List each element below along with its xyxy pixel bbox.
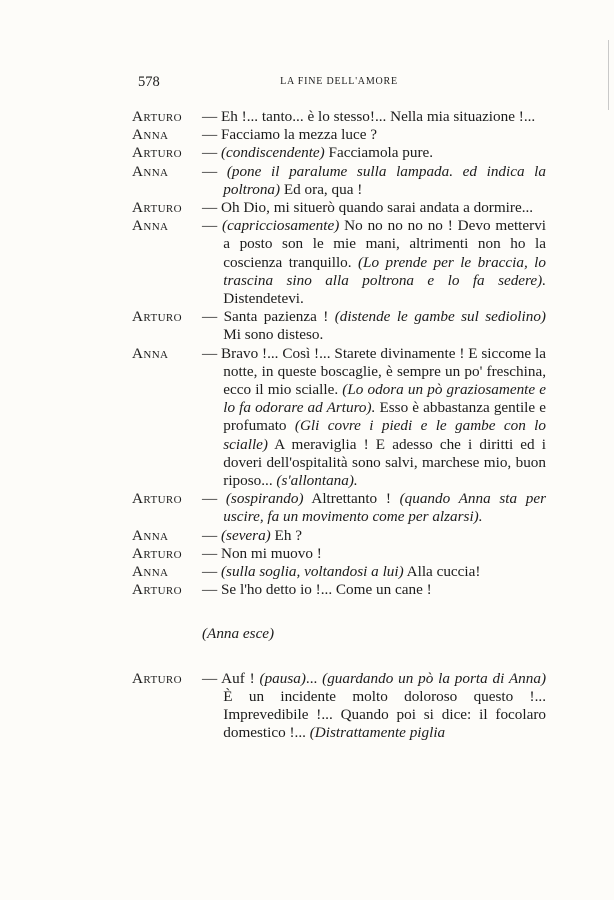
- speech-segment: —: [202, 563, 221, 581]
- dialogue-line: [132, 108, 546, 126]
- dialogue-line: [132, 670, 546, 743]
- speaker-name: Anna: [132, 563, 169, 581]
- speech-segment: —: [202, 217, 223, 235]
- stage-note: (Lo odora un pò graziosamente e lo fa odorare ad Arturo).: [223, 381, 546, 417]
- speaker-name: Arturo: [132, 490, 182, 508]
- stage-note: (sospirando): [225, 490, 304, 508]
- dialogue-line: [132, 527, 546, 545]
- speech-segment: A meraviglia ! E adesso che i diritti ed i doveri dell'ospitalità sono salvi, marchese mio, buon riposo...: [223, 435, 546, 490]
- speech-segment: — Se l'ho detto io !... Come un cane !: [202, 581, 432, 599]
- speech-text: [202, 545, 546, 563]
- stage-note: (severa): [220, 526, 271, 544]
- stage-direction: (Anna esce): [202, 625, 275, 643]
- stage-note: (s'allontana).: [276, 472, 358, 490]
- speech-text: [202, 308, 546, 344]
- stage-note: (pone il paralume sulla lampada. ed indica la poltrona): [223, 162, 546, 198]
- speech-text: [202, 217, 546, 308]
- speech-text: [202, 163, 546, 199]
- speech-text: [202, 581, 546, 599]
- stage-note: (condiscendente): [220, 144, 325, 162]
- page-header: [134, 74, 544, 94]
- dialogue-line: [132, 490, 546, 526]
- speaker-name: Arturo: [132, 144, 182, 162]
- speech-segment: —: [202, 162, 227, 180]
- dialogue-line: [132, 545, 546, 563]
- speaker-name: Arturo: [132, 108, 182, 125]
- page-number: 578: [138, 74, 160, 90]
- speech-segment: Facciamola pure.: [324, 144, 434, 162]
- stage-note: (Distrattamente piglia: [309, 724, 446, 742]
- speaker-name: Anna: [132, 344, 169, 362]
- speech-text: [202, 563, 546, 581]
- speech-segment: Eh ?: [270, 526, 302, 544]
- stage-note: (capricciosamente): [222, 217, 340, 235]
- stage-note: (sulla soglia, voltandosi a lui): [220, 563, 404, 581]
- dialogue-line: [132, 126, 546, 144]
- speaker-name: Arturo: [132, 544, 182, 562]
- dialogue-body: [132, 108, 546, 743]
- speech-segment: —: [202, 490, 226, 508]
- dialogue-lines: [132, 108, 546, 599]
- speaker-name: Anna: [132, 217, 169, 235]
- speaker-name: Anna: [132, 526, 169, 544]
- dialogue-line: [132, 308, 546, 344]
- speech-segment: — Bravo !... Così !... Starete divinamente ! E siccome la notte, in queste boscaglie, è sempre un po' freschina, ecco il mio scialle.: [202, 344, 546, 399]
- speech-text: [202, 144, 546, 162]
- stage-note: (distende le gambe sul sediolino): [334, 308, 546, 326]
- speech-segment: Alla cuccia!: [403, 563, 481, 581]
- stage-note: (Lo prende per le braccia, lo trascina sino alla poltrona e lo fa sedere).: [223, 253, 546, 289]
- speech-segment: Esso è abbastanza gentile e profumato: [223, 399, 546, 435]
- dialogue-line: [132, 345, 546, 491]
- speech-segment: —: [202, 144, 221, 162]
- stage-note: (quando Anna sta per uscire, fa un movimento come per alzarsi).: [223, 490, 546, 526]
- dialogue-line: [132, 163, 546, 199]
- speech-segment: È un incidente molto doloroso questo !... Imprevedibile !... Quando poi si dice: il focolaro domestico !...: [223, 687, 546, 742]
- speech-text: [202, 527, 546, 545]
- speaker-name: Arturo: [132, 581, 182, 599]
- speech-text: [202, 199, 546, 217]
- speech-segment: Ed ora, qua !: [280, 180, 363, 198]
- speaker-name: Arturo: [132, 199, 182, 217]
- speaker-name: Anna: [132, 126, 169, 144]
- dialogue-line: [132, 581, 546, 599]
- dialogue-line: [132, 217, 546, 308]
- speech-segment: — Eh !... tanto... è lo stesso!... Nella mia situazione !...: [202, 108, 536, 125]
- running-title: LA FINE DELL'AMORE: [280, 76, 398, 87]
- speech-segment: — Non mi muovo !: [202, 544, 322, 562]
- speech-segment: —: [202, 526, 221, 544]
- dialogue-line: [132, 199, 546, 217]
- page-edge: [608, 40, 612, 110]
- speech-text: [202, 490, 546, 526]
- speech-segment: — Oh Dio, mi situerò quando sarai andata a dormire...: [202, 199, 534, 217]
- speech-text: [202, 670, 546, 743]
- speaker-name: Arturo: [132, 669, 182, 687]
- stage-note: (pausa): [259, 669, 306, 687]
- speech-segment: — Santa pazienza !: [202, 308, 335, 326]
- dialogue-line: [132, 144, 546, 162]
- speech-segment: ...: [305, 669, 323, 687]
- speech-segment: — Auf !: [202, 669, 260, 687]
- speech-segment: Distendetevi.: [223, 290, 304, 308]
- speech-segment: Mi sono disteso.: [223, 326, 324, 344]
- dialogue-line: [132, 563, 546, 581]
- speaker-name: Arturo: [132, 308, 182, 326]
- speech-segment: — Facciamo la mezza luce ?: [202, 126, 377, 144]
- speech-text: [202, 126, 546, 144]
- speaker-name: Anna: [132, 162, 169, 180]
- speech-text: [202, 345, 546, 491]
- speech-segment: No no no no no ! Devo mettervi a posto son le mie mani, altrimenti non ho la coscienza tranquillo.: [223, 217, 547, 271]
- speech-text: [202, 108, 546, 126]
- speech-segment: Altrettanto !: [303, 490, 400, 508]
- stage-note: (guardando un pò la porta di Anna): [322, 669, 546, 687]
- dialogue-lines-after: [132, 670, 546, 743]
- stage-note: (Gli covre i piedi e le gambe con lo scialle): [223, 417, 546, 453]
